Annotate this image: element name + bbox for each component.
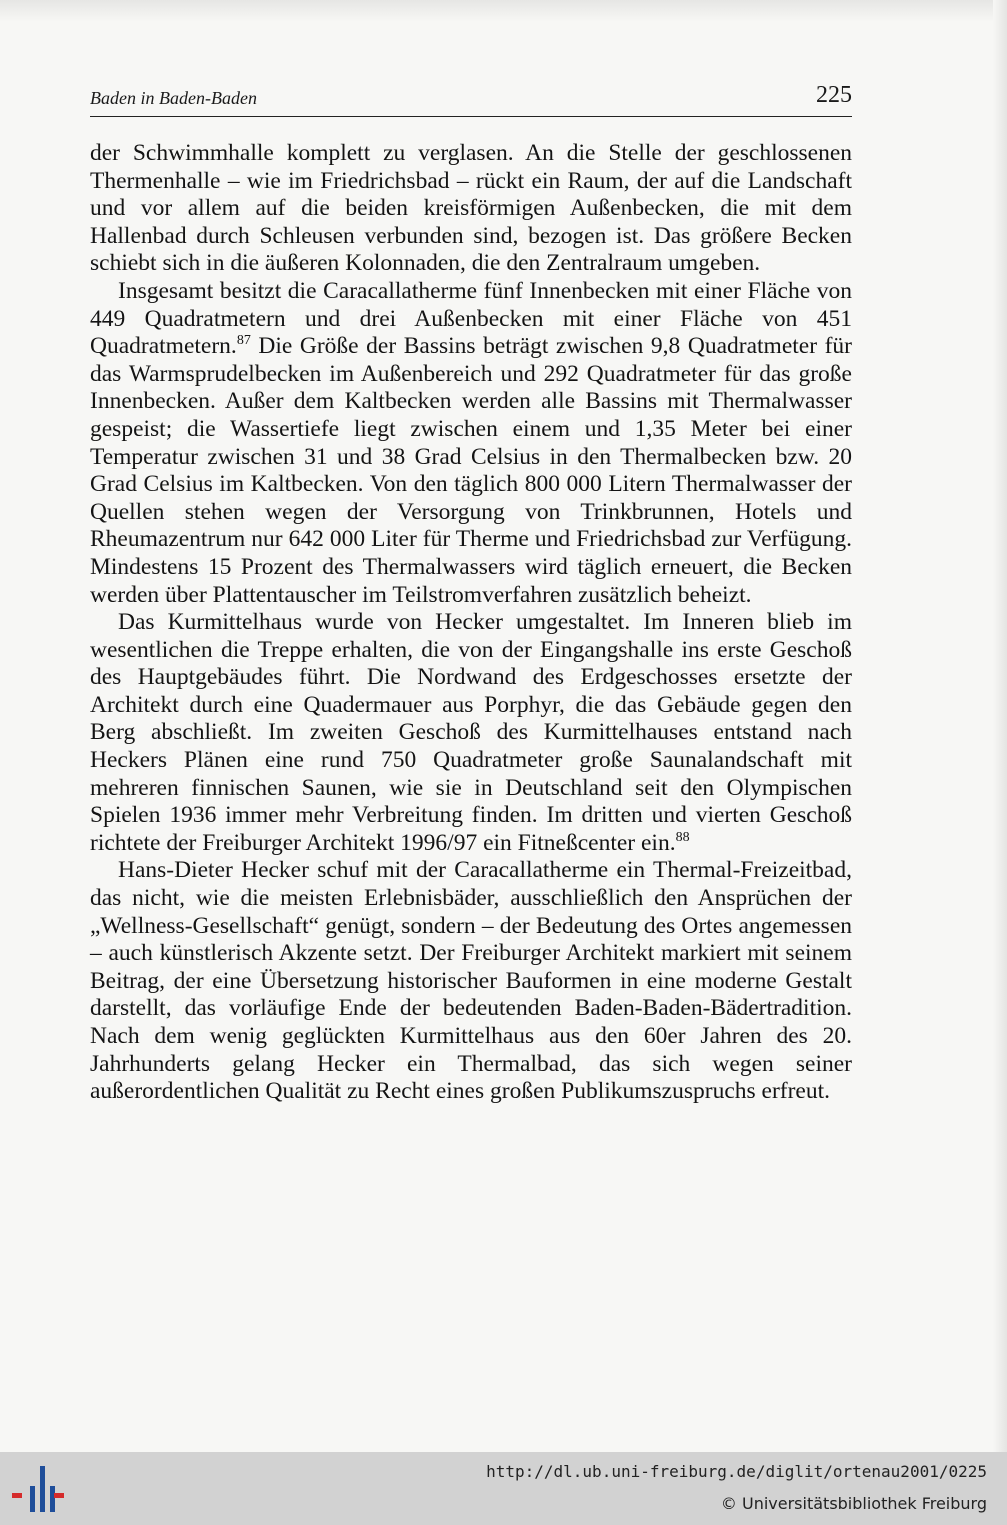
footnote-marker-87[interactable]: 87 <box>236 333 251 349</box>
paragraph-2 <box>90 278 852 609</box>
ub-freiburg-logo-icon[interactable] <box>12 1462 64 1516</box>
page-number: 225 <box>816 82 852 108</box>
paragraph-1: der Schwimmhalle komplett zu verglasen. An die Stelle der geschlossenen Thermenhalle – wie im Friedrichsbad – rückt ein Raum, der auf die Landschaft und vor allem auf die beiden kreisförmigen Außenbecken, die mit dem Hallenbad durch Schleusen verbunden sind, bezogen ist. Das größere Becken schiebt sich in die äußeren Kolonnaden, die den Zentralraum umgeben. <box>90 140 852 277</box>
running-title: Baden in Baden-Baden <box>90 88 257 108</box>
body-text <box>90 140 852 1106</box>
paragraph-4: Hans-Dieter Hecker schuf mit der Caracallatherme ein Thermal-Freizeitbad, das nicht, wie die meisten Erlebnisbäder, ausschließlich den Ansprüchen der „Wellness-Gesellschaft“ genügt, sondern – der Bedeutung des Ortes angemessen – auch künstlerisch Akzente setzt. Der Freiburger Architekt markiert mit seinem Beitrag, der eine Übersetzung historischer Bauformen in eine moderne Gestalt darstellt, das vorläufige Ende der bedeutenden Baden-Baden-Bädertradition. Nach dem wenig geglückten Kurmittelhaus aus den 60er Jahren des 20. Jahrhunderts gelang Hecker ein Thermalbad, das sich wegen seiner außerordentlichen Qualität zu Recht eines großen Publikumszuspruchs erfreut. <box>90 857 852 1105</box>
page-edge-right <box>993 0 1007 1452</box>
paragraph-3 <box>90 609 852 857</box>
paragraph-2-text-after: Die Größe der Bassins beträgt zwischen 9,8 Quadratmeter für das Warmsprudelbecken im Außenbereich und 292 Quadratmeter für das große Innenbecken. Außer dem Kaltbecken werden alle Bassins mit Thermalwasser gespeist; die Wassertiefe liegt zwischen einem und 1,35 Meter bei einer Temperatur zwischen 31 und 38 Grad Celsius in den Thermalbecken bzw. 20 Grad Celsius im Kaltbecken. Von den täglich 800 000 Litern Thermalwasser der Quellen stehen wegen der Versorgung von Trinkbrunnen, Hotels und Rheumazentrum nur 642 000 Liter für Therme und Friedrichsbad zur Verfügung. Mindestens 15 Prozent des Thermalwassers wird täglich erneuert, die Becken werden über Plattentauscher im Teilstromverfahren zusätzlich beheizt. <box>90 333 852 608</box>
viewer-footer <box>0 1452 1007 1525</box>
copyright-notice: © Universitätsbibliothek Freiburg <box>720 1494 987 1513</box>
running-head <box>90 82 852 117</box>
permalink-url[interactable]: http://dl.ub.uni-freiburg.de/diglit/ortenau2001/0225 <box>486 1462 987 1481</box>
page-edge-top <box>0 0 1007 22</box>
footnote-marker-88[interactable]: 88 <box>675 829 690 845</box>
paragraph-3-text: Das Kurmittelhaus wurde von Hecker umgestaltet. Im Inneren blieb im wesentlichen die Treppe erhalten, die von der Eingangshalle ins erste Geschoß des Hauptgebäudes führt. Die Nordwand des Erdgeschosses ersetzte der Architekt durch eine Quadermauer aus Porphyr, die das Gebäude gegen den Berg abschließt. Im zweiten Geschoß des Kurmittelhauses entstand nach Heckers Plänen eine rund 750 Quadratmeter große Saunalandschaft mit mehreren finnischen Saunen, wie sie in Deutschland seit den Olympischen Spielen 1936 immer mehr Verbreitung finden. Im dritten und vierten Geschoß richtete der Freiburger Architekt 1996/97 ein Fitneßcenter ein. <box>90 609 852 856</box>
paragraph-2-text-before: Insgesamt besitzt die Caracallatherme fünf Innenbecken mit einer Fläche von 449 Quadratmetern und drei Außenbecken mit einer Fläche von 451 Quadratmetern. <box>90 277 852 360</box>
